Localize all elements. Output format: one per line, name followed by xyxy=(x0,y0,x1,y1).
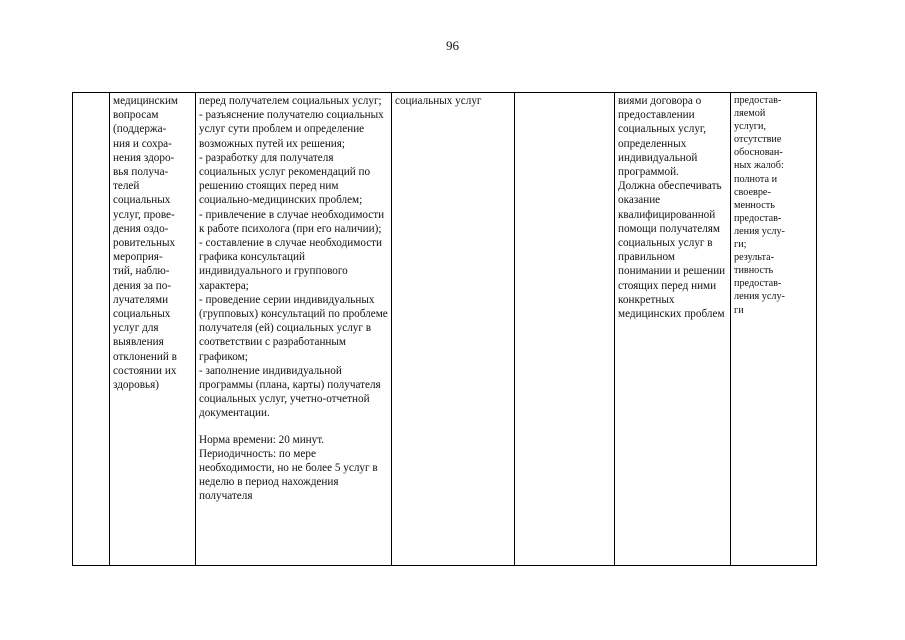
description-item: - разработку для получателя социальных услуг рекомендаций по решению стоящих перед ним социально-медицинских проблем; xyxy=(199,151,371,207)
description-item: - проведение серии индивидуальных (групповых) консультаций по проблеме получателя (ей) социальных услуг в соответствии с разработанным графиком; xyxy=(199,293,388,363)
service-name-text: медицинским вопросам (поддержа- ния и сохра- нения здоро- вья получа- телей социальных услуг, прове- дения оздо- ровительных мероприя- тий, наблю- дения за по- лучателями социальных услуг для выявления отклонений в состоянии их здоровья) xyxy=(113,95,179,392)
description-item: - составление в случае необходимости графика консультаций индивидуального и группового характера; xyxy=(199,237,383,292)
conditions-text: виями договора о предоставлении социальных услуг, определенных индивидуальной программой. Должна обеспечивать оказание квалифицированной помощи получателям социальных услуг в правильном понимании и решении стоящих перед ними конкретных медицинских проблем xyxy=(618,95,726,321)
table-cell-service-term xyxy=(392,93,515,566)
description-item: - заполнение индивидуальной программы (плана, карты) получателя социальных услуг, учетно-отчетной документации. xyxy=(199,364,381,420)
table-cell-indicators xyxy=(731,93,817,566)
services-table xyxy=(72,92,817,566)
description-item: - привлечение в случае необходимости к работе психолога (при его наличии); xyxy=(199,208,385,235)
description-item: перед получателем социальных услуг; xyxy=(199,95,382,107)
table-cell-empty xyxy=(515,93,615,566)
page-number: 96 xyxy=(446,38,459,53)
indicators-text: предостав- ляемой услуги, отсутствие обоснован- ных жалоб: полнота и своевре- менность предостав- ления услу- ги; результа- тивность предостав- ления услу- ги xyxy=(734,95,785,316)
service-term-text: социальных услуг xyxy=(395,95,482,107)
table-row xyxy=(73,93,817,566)
table-cell-service-description xyxy=(196,93,392,566)
spacer xyxy=(199,421,388,433)
table-cell-service-name xyxy=(110,93,196,566)
description-item: - разъяснение получателю социальных услуг сути проблем и определение возможных путей их решения; xyxy=(199,109,384,150)
table-cell-conditions xyxy=(615,93,731,566)
time-norm-text: Норма времени: 20 минут. xyxy=(199,433,325,446)
table-cell-number xyxy=(73,93,110,566)
periodicity-text: Периодичность: по мере необходимости, но не более 5 услуг в неделю в период нахождения получателя xyxy=(199,447,378,503)
